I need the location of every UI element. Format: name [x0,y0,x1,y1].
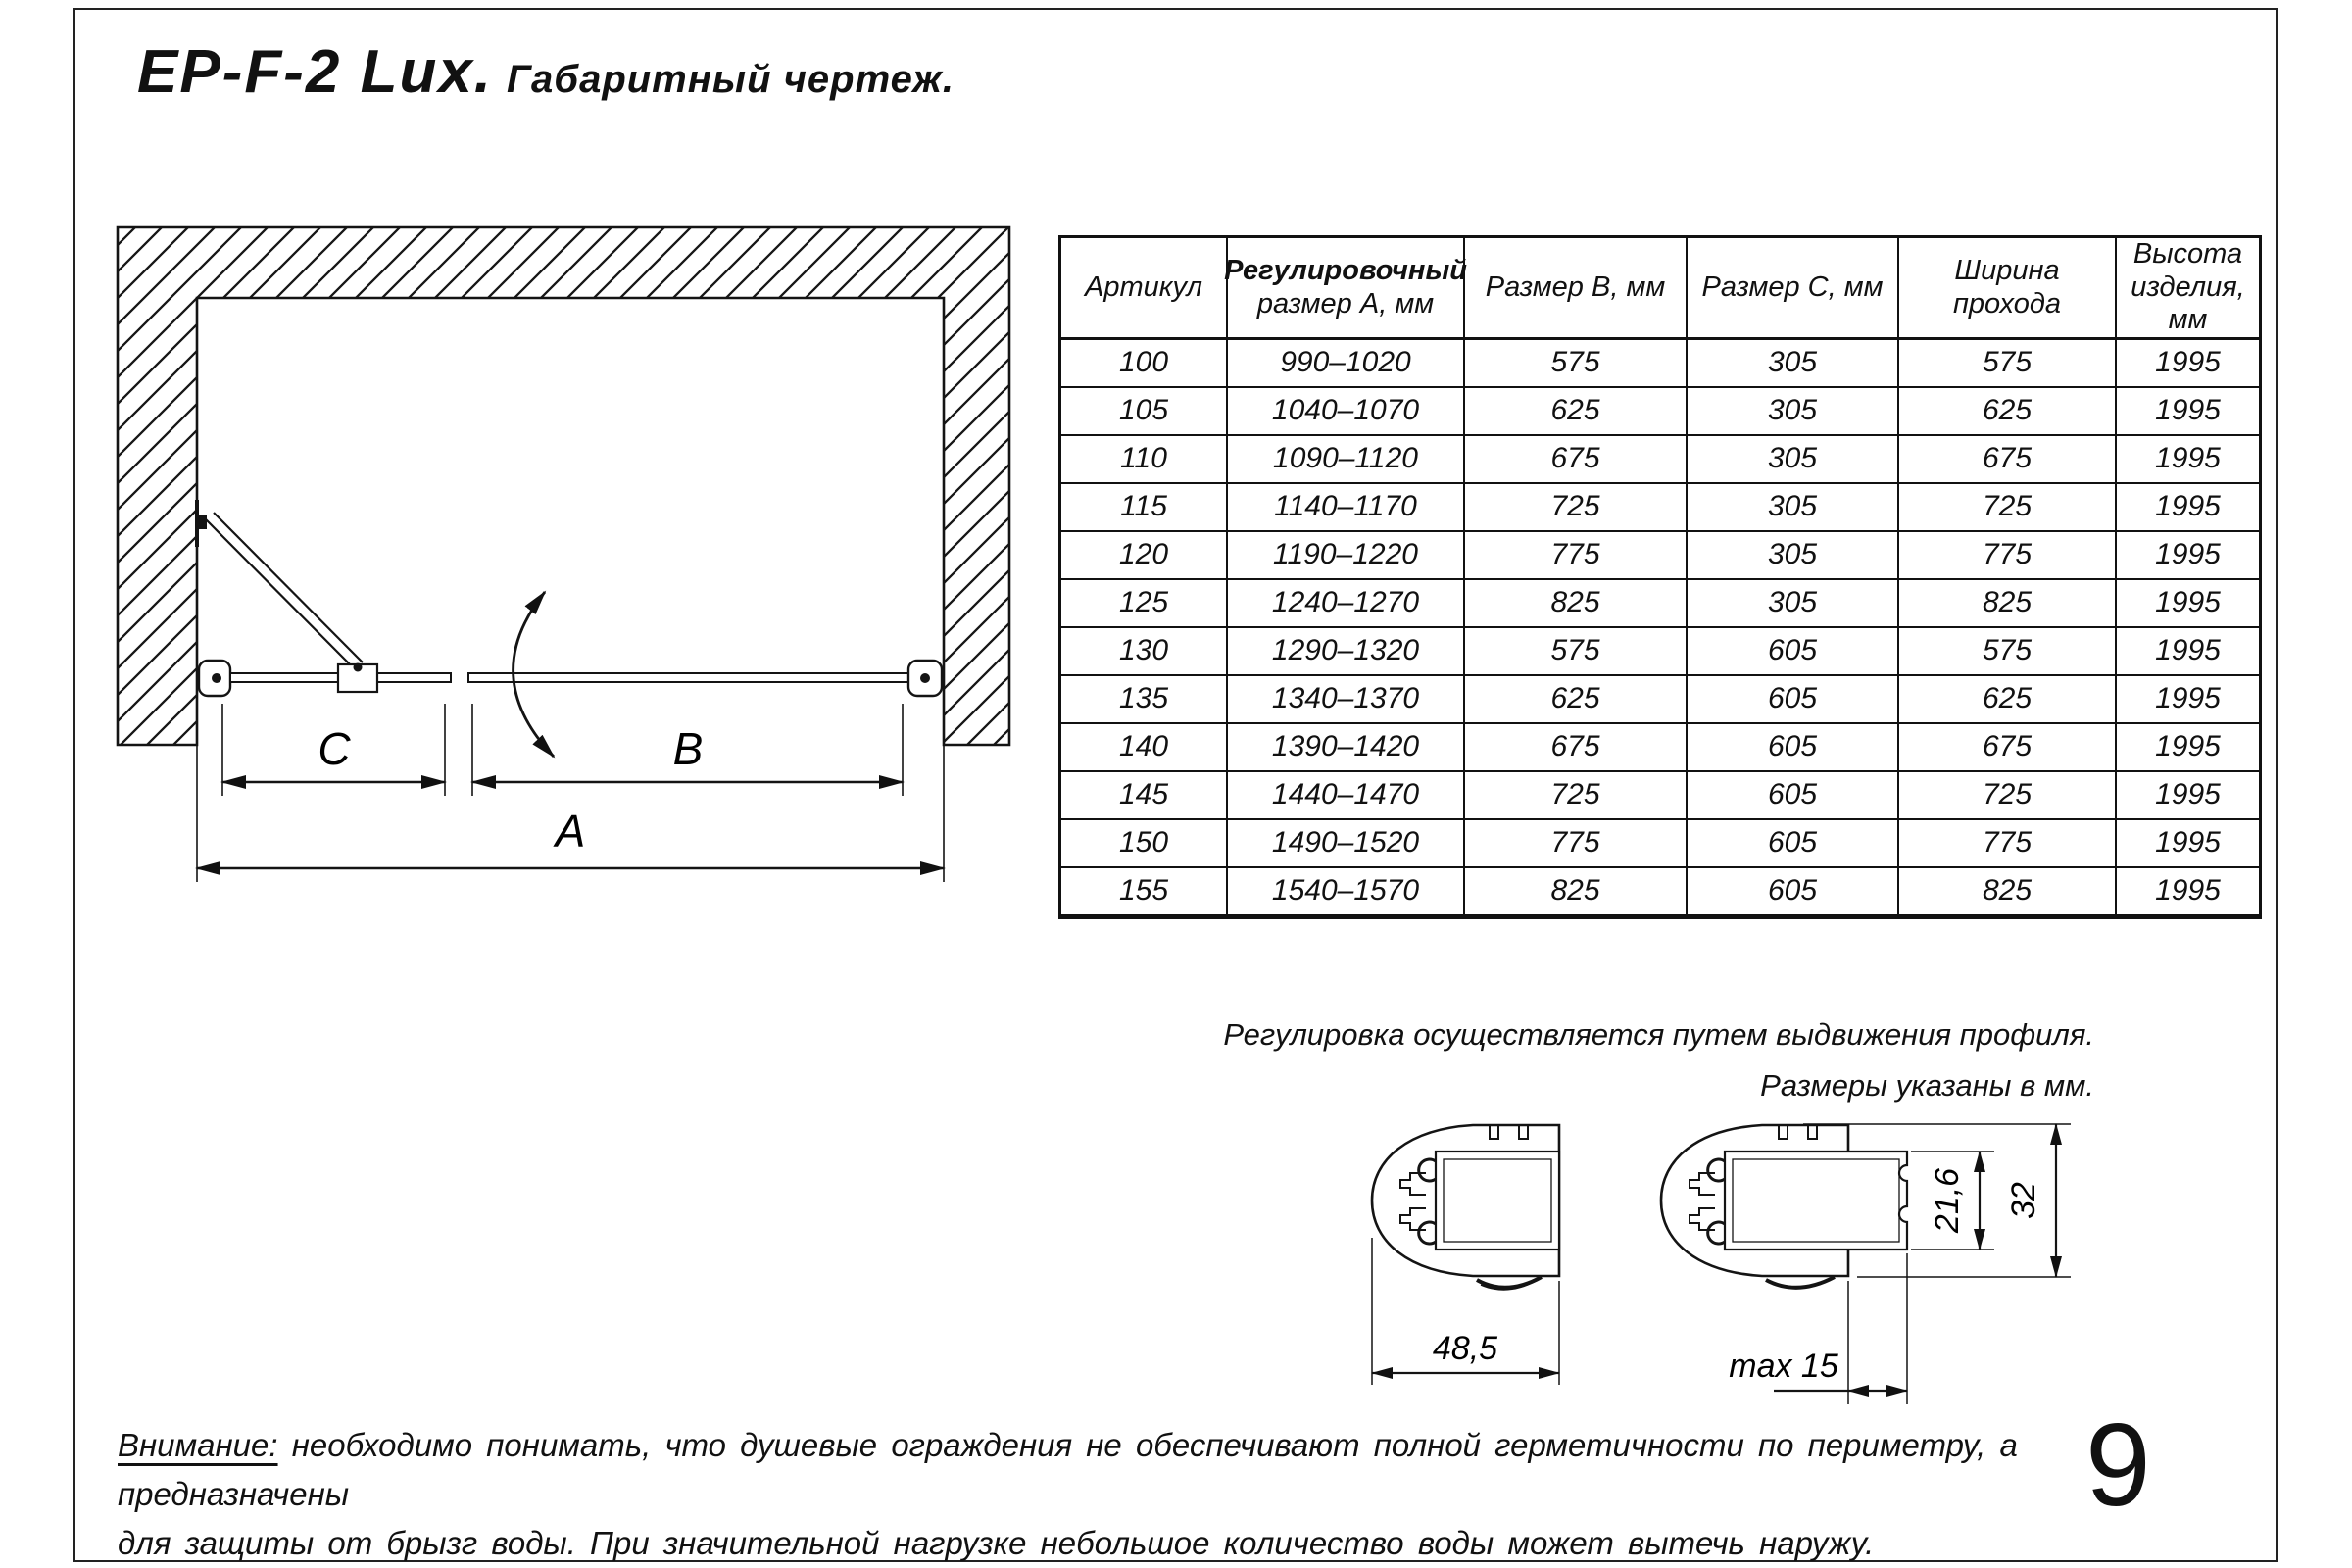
note-line-2: Размеры указаны в мм. [1760,1068,2094,1102]
table-cell-r9-c2: 725 [1465,772,1688,820]
table-cell-r8-c5: 1995 [2117,724,2259,772]
support-brace [206,519,355,669]
table-cell-r6-c1: 1290–1320 [1228,628,1465,676]
table-cell-r1-c0: 105 [1061,388,1228,436]
column-header-2: Размер В, мм [1465,238,1688,340]
gasket-lip [1766,1277,1835,1288]
table-cell-r5-c2: 825 [1465,580,1688,628]
table-cell-r4-c0: 120 [1061,532,1228,580]
table-cell-r3-c5: 1995 [2117,484,2259,532]
dim-label-c: C [318,723,351,774]
table-cell-r3-c0: 115 [1061,484,1228,532]
table-cell-r8-c2: 675 [1465,724,1688,772]
column-header-1: Регулировочный размер А, мм [1228,238,1465,340]
table-cell-r2-c1: 1090–1120 [1228,436,1465,484]
table-cell-r2-c3: 305 [1688,436,1899,484]
table-cell-r0-c5: 1995 [2117,340,2259,388]
table-cell-r3-c2: 725 [1465,484,1688,532]
dim-label-b: B [672,723,704,774]
column-header-3: Размер С, мм [1688,238,1899,340]
model-name: EP-F-2 Lux. [137,38,494,106]
profile-section-closed [1372,1125,1559,1385]
title-caption: Габаритный чертеж. [507,58,955,101]
table-cell-r10-c2: 775 [1465,820,1688,868]
table-cell-r11-c5: 1995 [2117,868,2259,916]
table-cell-r7-c3: 605 [1688,676,1899,724]
table-cell-r11-c1: 1540–1570 [1228,868,1465,916]
warning-label: Внимание: [118,1427,278,1463]
table-cell-r10-c5: 1995 [2117,820,2259,868]
dim-label-outer-height: 32 [2005,1182,2042,1219]
table-cell-r4-c3: 305 [1688,532,1899,580]
table-cell-r3-c4: 725 [1899,484,2117,532]
table-cell-r10-c4: 775 [1899,820,2117,868]
left-profile-screw [212,673,221,683]
table-cell-r11-c4: 825 [1899,868,2117,916]
table-cell-r2-c5: 1995 [2117,436,2259,484]
plan-drawing [113,223,1014,900]
table-cell-r7-c2: 625 [1465,676,1688,724]
table-cell-r0-c0: 100 [1061,340,1228,388]
table-cell-r1-c2: 625 [1465,388,1688,436]
table-cell-r7-c1: 1340–1370 [1228,676,1465,724]
support-brace-2 [214,513,363,662]
table-cell-r2-c4: 675 [1899,436,2117,484]
table-cell-r5-c3: 305 [1688,580,1899,628]
table-cell-r0-c1: 990–1020 [1228,340,1465,388]
table-cell-r5-c1: 1240–1270 [1228,580,1465,628]
table-cell-r7-c4: 625 [1899,676,2117,724]
table-cell-r9-c3: 605 [1688,772,1899,820]
table-cell-r0-c2: 575 [1465,340,1688,388]
table-cell-r6-c5: 1995 [2117,628,2259,676]
column-header-4: Ширина прохода [1899,238,2117,340]
table-cell-r4-c4: 775 [1899,532,2117,580]
profile-section-extended [1661,1124,2071,1404]
dim-label-extension: max 15 [1729,1348,1838,1385]
table-cell-r8-c4: 675 [1899,724,2117,772]
table-cell-r9-c0: 145 [1061,772,1228,820]
table-cell-r5-c5: 1995 [2117,580,2259,628]
warning-line-2: для защиты от брызг воды. При значительной нагрузке небольшое количество воды может вытечь наружу. [118,1525,1875,1561]
column-header-5: Высота изделия, мм [2117,238,2259,340]
profile-channel-extended [1725,1152,1907,1250]
table-cell-r10-c0: 150 [1061,820,1228,868]
right-profile-screw [920,673,930,683]
dim-label-width: 48,5 [1432,1330,1498,1367]
table-cell-r7-c5: 1995 [2117,676,2259,724]
table-cell-r0-c3: 305 [1688,340,1899,388]
warning-text-1: необходимо понимать, что душевые ограждения не обеспечивают полной герметичности по периметру, а предназначены [118,1427,2018,1512]
door-panel [468,673,908,682]
table-cell-r9-c1: 1440–1470 [1228,772,1465,820]
table-cell-r8-c0: 140 [1061,724,1228,772]
table-cell-r4-c5: 1995 [2117,532,2259,580]
table-cell-r2-c2: 675 [1465,436,1688,484]
table-cell-r6-c4: 575 [1899,628,2117,676]
dim-label-inner-height: 21,6 [1929,1167,1966,1234]
table-cell-r11-c0: 155 [1061,868,1228,916]
page-number: 9 [2085,1399,2151,1531]
table-cell-r5-c0: 125 [1061,580,1228,628]
niche-walls-hatched [118,227,1009,745]
table-cell-r11-c2: 825 [1465,868,1688,916]
table-cell-r10-c1: 1490–1520 [1228,820,1465,868]
brace-wall-anchor [197,514,207,529]
table-cell-r6-c0: 130 [1061,628,1228,676]
table-cell-r2-c0: 110 [1061,436,1228,484]
table-cell-r9-c4: 725 [1899,772,2117,820]
brace-pivot [354,663,363,672]
table-cell-r7-c0: 135 [1061,676,1228,724]
table-cell-r8-c1: 1390–1420 [1228,724,1465,772]
note-line-1: Регулировка осуществляется путем выдвижения профиля. [1223,1017,2094,1052]
dim-label-a: A [555,806,586,857]
table-cell-r0-c4: 575 [1899,340,2117,388]
table-cell-r10-c3: 605 [1688,820,1899,868]
spec-table [1058,235,2262,919]
warning-block [118,1421,2073,1568]
table-cell-r3-c1: 1140–1170 [1228,484,1465,532]
table-cell-r1-c4: 625 [1899,388,2117,436]
table-cell-r6-c3: 605 [1688,628,1899,676]
table-cell-r6-c2: 575 [1465,628,1688,676]
table-cell-r5-c4: 825 [1899,580,2117,628]
table-cell-r4-c1: 1190–1220 [1228,532,1465,580]
table-cell-r11-c3: 605 [1688,868,1899,916]
table-cell-r3-c3: 305 [1688,484,1899,532]
profile-sections-drawing [1323,1063,2225,1416]
warning-line-1 [118,1421,2073,1519]
column-header-0: Артикул [1061,238,1228,340]
page-title [137,37,955,107]
table-cell-r8-c3: 605 [1688,724,1899,772]
profile-channel [1436,1152,1559,1250]
table-cell-r1-c5: 1995 [2117,388,2259,436]
table-cell-r9-c5: 1995 [2117,772,2259,820]
table-cell-r1-c3: 305 [1688,388,1899,436]
table-cell-r4-c2: 775 [1465,532,1688,580]
table-cell-r1-c1: 1040–1070 [1228,388,1465,436]
